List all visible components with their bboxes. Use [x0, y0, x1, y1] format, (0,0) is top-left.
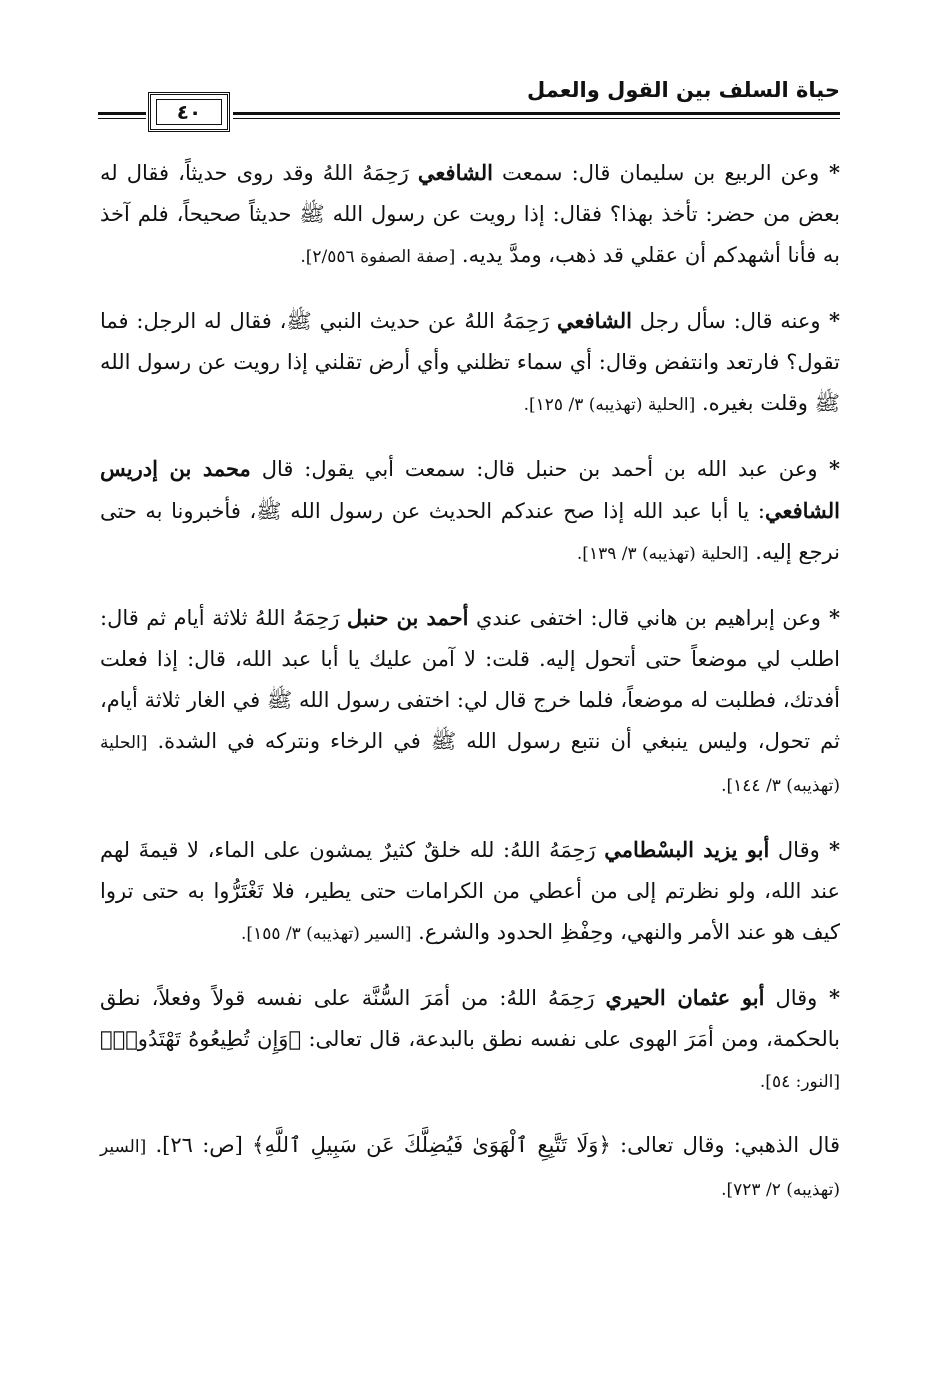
citation: [صفة الصفوة ٢/٥٥٦].	[300, 247, 456, 267]
header-rule-left-thin	[98, 118, 146, 119]
paragraph	[100, 977, 840, 1103]
emphasis-name: أبو عثمان الحيري	[605, 985, 765, 1010]
paragraph-text: رَحِمَهُ اللهُ: من أمَرَ السُّنَّة على نفسه قولاً وفعلاً، نطق بالحكمة، ومن أمَرَ الهوى على نفسه نطق بالبدعة، قال تعالى: ﴿وَإِن تُطِيعُوهُ تَهْتَدُوا۟﴾	[100, 986, 840, 1051]
emphasis-name: *	[820, 308, 840, 333]
page-header	[98, 78, 840, 132]
paragraph	[100, 448, 840, 575]
citation: [النور: ٥٤].	[759, 1072, 840, 1092]
paragraph-text: رَحِمَهُ اللهُ: لله خلقٌ كثيرٌ يمشون على الماء، لا قيمةَ لهم عند الله، ولو نظرتم إلى من أعطي من الكرامات حتى يطير، فلا تَغْتَرُّوا به حتى تروا كيف هو عند الأمر والنهي، وحِفْظِ الحدود والشرع.	[100, 838, 840, 944]
paragraph	[100, 152, 840, 278]
header-rule	[233, 112, 840, 115]
paragraph-text: وعن عبد الله بن أحمد بن حنبل قال: سمعت أبي يقول: قال	[250, 457, 818, 481]
paragraph	[100, 829, 840, 955]
paragraph-text: قال الذهبي: وقال تعالى: ﴿وَلَا تَتَّبِعِ ٱلْهَوَىٰ فَيُضِلَّكَ عَن سَبِيلِ ٱللَّهِ﴾ [ص: ٢٦].	[146, 1133, 840, 1157]
emphasis-name: *	[819, 837, 840, 862]
emphasis-name: *	[817, 456, 840, 481]
page-number: ٤٠	[176, 100, 202, 124]
paragraph-text: رَحِمَهُ اللهُ ثلاثة أيام ثم قال: اطلب لي موضعاً حتى أتحول إليه. قلت: لا آمن عليك يا أبا عبد الله، قال: إذا فعلت أفدتك، فطلبت له موضعاً، فلما خرج قال لي: اختفى رسول الله ﷺ في الغار ثلاثة أيام، ثم تحول، وليس ينبغي أن نتبع رسول الله ﷺ في الرخاء ونتركه في الشدة.	[100, 606, 840, 753]
paragraph	[100, 597, 840, 807]
paragraph-text: وقال	[769, 838, 820, 862]
emphasis-name: *	[819, 160, 840, 185]
page-number-frame	[148, 92, 230, 132]
emphasis-name: أبو يزيد البسْطامي	[604, 837, 770, 862]
paragraph-text: وقال	[764, 986, 818, 1010]
emphasis-name: *	[817, 985, 840, 1010]
citation: [الحلية (تهذيبه) ٣/ ١٢٥].	[523, 395, 696, 415]
emphasis-name: أحمد بن حنبل	[346, 605, 469, 630]
emphasis-name: الشافعي	[417, 160, 493, 185]
citation: [السير (تهذيبه) ٢/ ٧٢٣].	[100, 1137, 840, 1200]
citation: [السير (تهذيبه) ٣/ ١٥٥].	[241, 924, 412, 944]
page-body	[100, 152, 840, 1233]
paragraph	[100, 300, 840, 426]
header-rule-left	[98, 112, 146, 115]
paragraph-text: وعنه قال: سأل رجل	[632, 309, 821, 333]
paragraph-text: وعن الربيع بن سليمان قال: سمعت	[492, 161, 820, 185]
header-rule-thin	[233, 118, 840, 119]
citation: [الحلية (تهذيبه) ٣/ ١٣٩].	[576, 544, 749, 564]
paragraph-text: رَحِمَهُ اللهُ وقد روى حديثاً، فقال له بعض من حضر: تأخذ بهذا؟ فقال: إذا رويت عن رسول الله ﷺ حديثاً صحيحاً، فلم آخذ به فأنا أشهدكم أن عقلي قد ذهب، ومدَّ يديه.	[100, 161, 840, 267]
running-title: حياة السلف بين القول والعمل	[526, 78, 840, 102]
citation: [الحلية (تهذيبه) ٣/ ١٤٤].	[100, 733, 840, 796]
paragraph-text: وعن إبراهيم بن هاني قال: اختفى عندي	[468, 606, 821, 630]
paragraph	[100, 1125, 840, 1211]
paragraph-text: : يا أبا عبد الله إذا صح عندكم الحديث عن رسول الله ﷺ، فأخبرونا به حتى نرجع إليه.	[100, 499, 840, 564]
emphasis-name: الشافعي	[556, 308, 632, 333]
emphasis-name: *	[820, 605, 841, 630]
emphasis-name: محمد بن إدريس الشافعي	[100, 456, 840, 523]
paragraph-text: رَحِمَهُ اللهُ عن حديث النبي ﷺ، فقال له الرجل: فما تقول؟ فارتعد وانتفض وقال: أي سماء تظلني وأي أرض تقلني إذا رويت عن رسول الله ﷺ وقلت بغيره.	[100, 309, 840, 415]
